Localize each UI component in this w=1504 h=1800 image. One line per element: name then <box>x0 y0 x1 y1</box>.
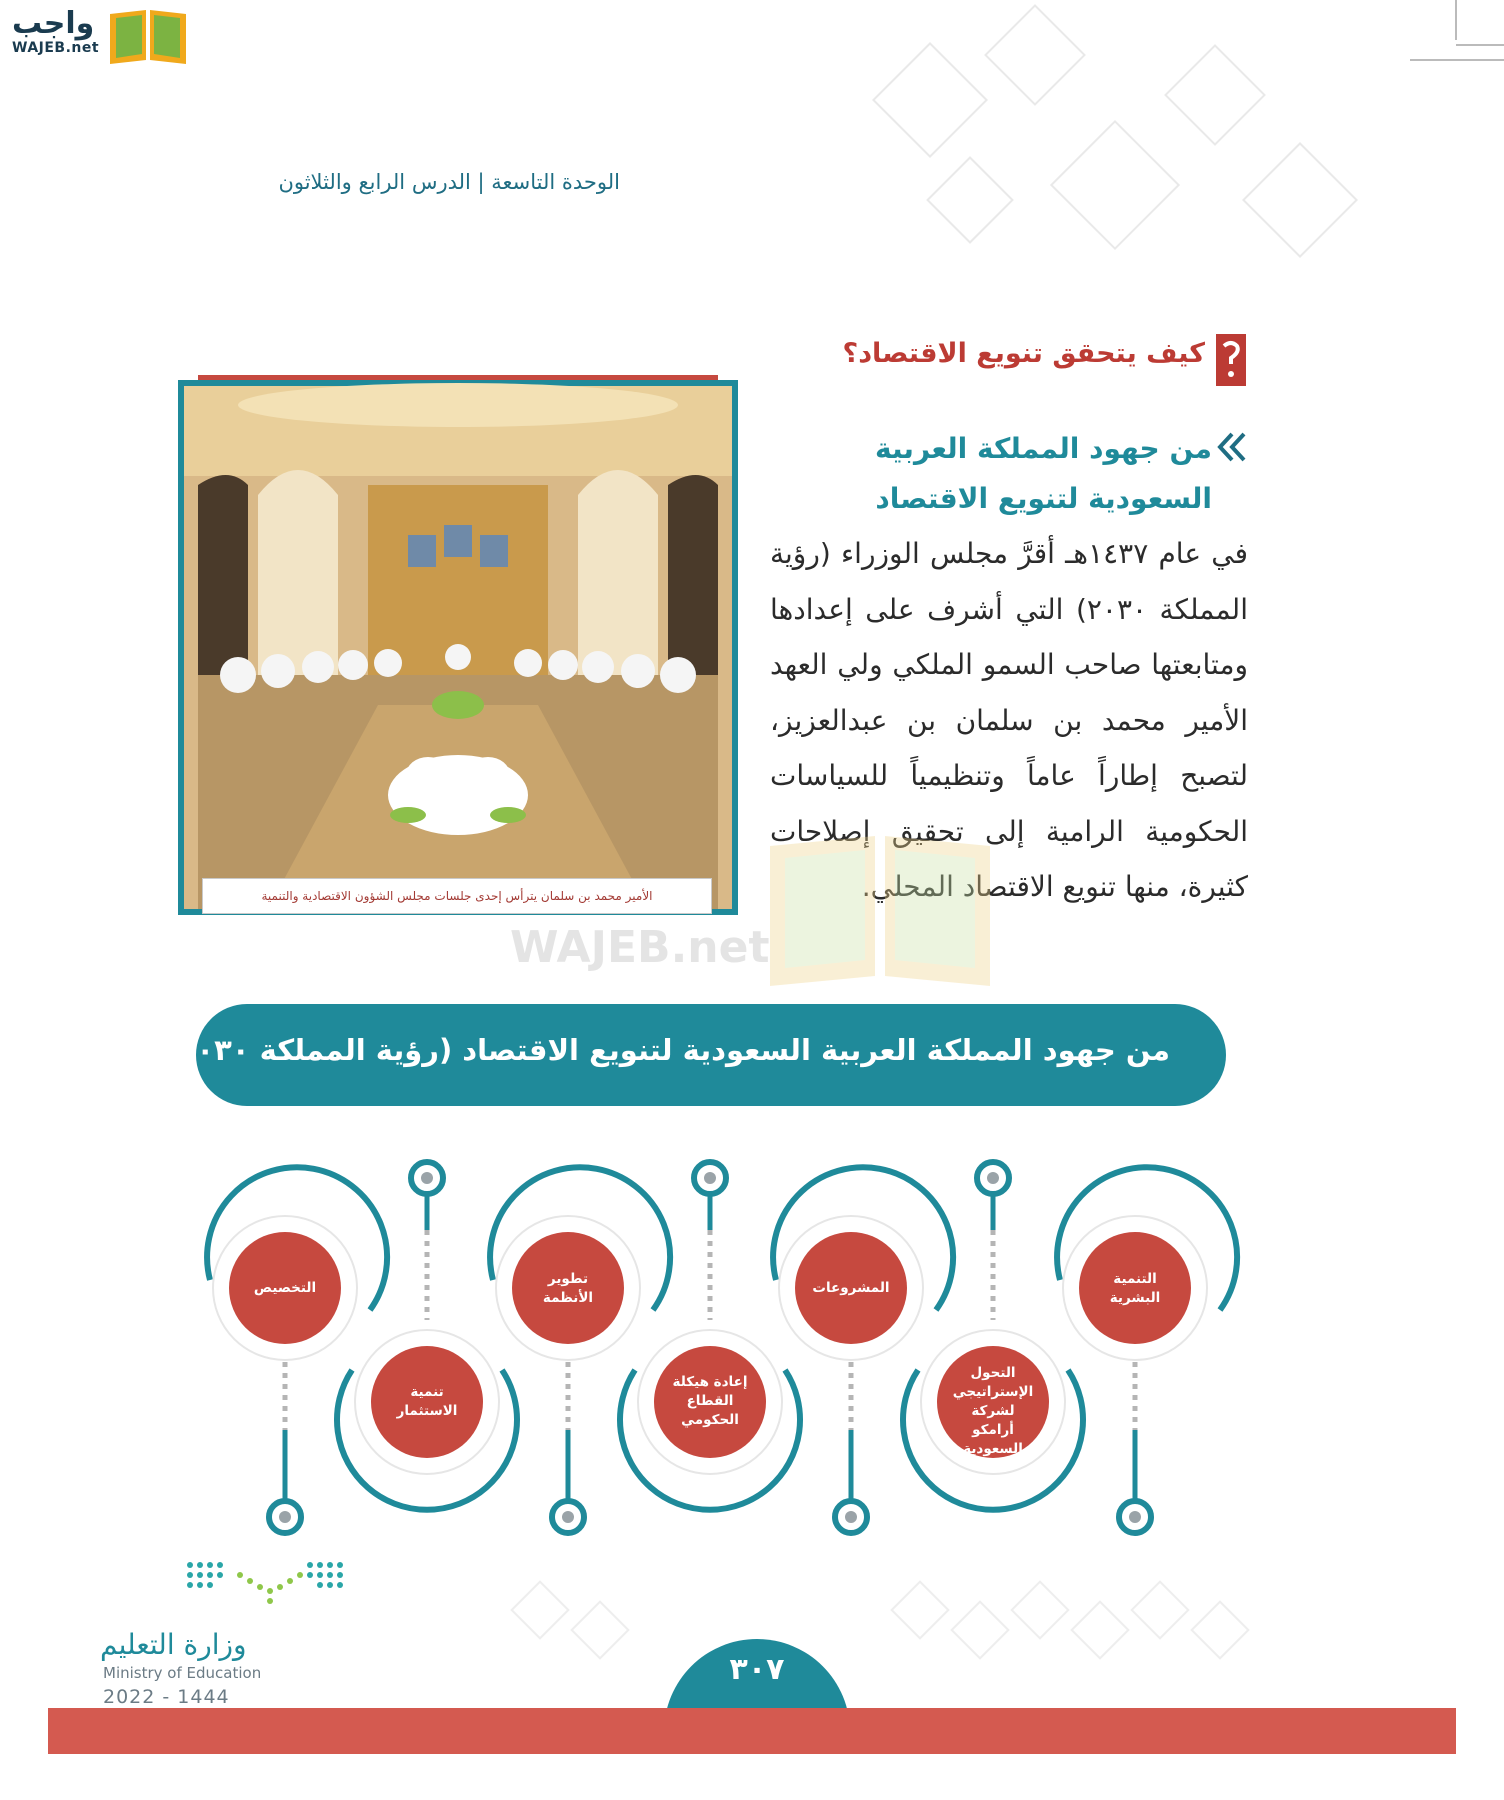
council-meeting-photo <box>178 375 738 920</box>
unit-lesson-title: الوحدة التاسعة | الدرس الرابع والثلاثون <box>278 170 620 194</box>
double-chevron-icon <box>1216 430 1246 464</box>
effort-node-label: التخصيص <box>253 1280 317 1296</box>
site-logo[interactable] <box>12 8 102 56</box>
logo-arabic-text: واجب <box>12 6 95 41</box>
effort-node-label: التنمية البشرية <box>1109 1271 1161 1306</box>
watermark-text: WAJEB.net <box>510 922 770 973</box>
effort-node-label: التحول الإستراتيجي لشركة أرامكو السعودية <box>952 1365 1034 1457</box>
ministry-name-arabic: وزارة التعليم <box>100 1628 247 1661</box>
question-icon <box>1214 332 1248 388</box>
effort-node-label: تطوير الأنظمة <box>542 1271 594 1306</box>
footer-bar <box>48 1708 1456 1754</box>
open-book-icon <box>106 6 190 64</box>
subheading: من جهود المملكة العربية السعودية لتنويع الاقتصاد <box>875 432 1212 515</box>
photo-caption: الأمير محمد بن سلمان يترأس إحدى جلسات مجلس الشؤون الاقتصادية والتنمية <box>202 878 712 914</box>
logo-english-text: WAJEB.net <box>12 40 100 56</box>
efforts-banner-title: من جهود المملكة العربية السعودية لتنويع الاقتصاد (رؤية المملكة ٢٠٣٠) <box>165 1033 1170 1067</box>
ministry-name-english: Ministry of Education <box>103 1664 262 1682</box>
effort-node-label: تنمية الاستثمار <box>396 1384 458 1419</box>
decorative-pattern <box>850 0 1504 300</box>
ministry-logo-icon <box>180 1555 360 1615</box>
page-number: ٣٠٧ <box>729 1652 785 1687</box>
effort-node-label: إعادة هيكلة القطاع الحكومي <box>672 1374 748 1428</box>
section-heading: كيف يتحقق تنويع الاقتصاد؟ <box>842 338 1205 369</box>
body-paragraph: في عام ١٤٣٧هـ أقرَّ مجلس الوزراء (رؤية المملكة ٢٠٣٠) التي أشرف على إعدادها ومتابعتها صاحب السمو الملكي ولي العهد الأمير محمد بن سلمان بن عبدالعزيز، لتصبح إطاراً عاماً وتنظيمياً للسياسات الحكومية الرامية إلى تحقيق إصلاحات كثيرة، منها تنويع الاقتصاد المحلي. <box>770 537 1248 903</box>
efforts-diagram <box>180 1140 1250 1550</box>
ministry-year: 2022 - 1444 <box>103 1686 230 1708</box>
effort-node-label: المشروعات <box>812 1280 890 1296</box>
